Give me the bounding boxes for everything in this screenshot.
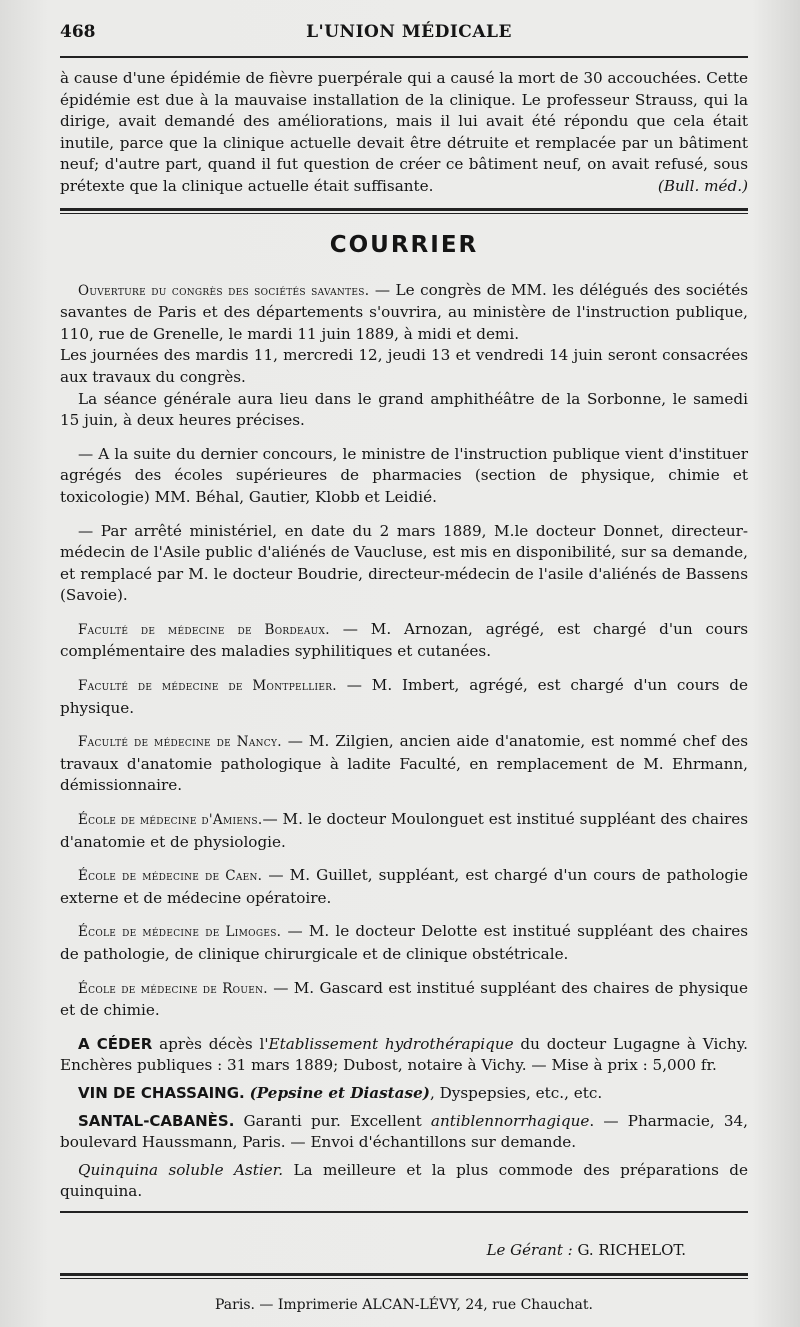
ad-emphasis: Quinquina soluble Astier. [78,1160,284,1179]
ad-emphasis: Etablissement hydrothérapique [268,1034,514,1053]
news-item-text: — M. Zilgien, ancien aide d'anatomie, est nommé chef des travaux d'anatomie pathologique à ladite Faculté, en remplacement de M. Ehrmann, démissionnaire. [60,732,748,795]
news-item-text: — A la suite du dernier concours, le ministre de l'instruction publique vient d'instituer agrégés des écoles supérieures de pharmacies (section de physique, chimie et toxicologie) MM. Béhal, Gautier, Klobb et Leidié. [60,444,748,506]
signature [60,1241,748,1259]
intro-paragraph [60,68,748,198]
news-item-text: — Par arrêté ministériel, en date du 2 mars 1889, M.le docteur Donnet, directeur-médecin de l'Asile public d'aliénés de Vaucluse, est mis en disponibilité, sur sa demande, et remplacé par M. le docteur Boudrie, directeur-médecin de l'asile d'aliénés de Bassens (Savoie). [60,521,748,605]
news-item [60,389,748,432]
news-item [60,865,748,909]
footer-divider [60,1273,748,1279]
section-title: COURRIER [329,231,479,258]
news-item-text: — M. le docteur Moulonguet est institué suppléant des chaires d'anatomie et de physiologie. [60,810,749,851]
ad-text: du docteur Lugagne à Vichy. Enchères publiques : 31 mars 1889; Dubost, notaire à Vichy. — Mise à prix : 5,000 fr. [60,1034,748,1075]
advertisement [60,1034,748,1077]
news-item [60,731,748,797]
advertisement [60,1160,748,1203]
news-item-lead: Faculté de médecine de Nancy. [78,734,282,751]
ad-text: La meilleure et la plus commode des préparations de quinquina. [60,1160,748,1201]
news-item [60,444,748,509]
section-divider [60,208,748,214]
news-item-text: La séance générale aura lieu dans le grand amphithéâtre de la Sorbonne, le samedi 15 juin, à deux heures précises. [60,389,748,430]
ad-text: . — Pharmacie, 34, boulevard Haussmann, Paris. — Envoi d'échantillons sur demande. [60,1111,748,1152]
intro-text: à cause d'une épidémie de fièvre puerpérale qui a causé la mort de 30 accouchées. Cette épidémie est due à la mauvaise installation de la clinique. Le professeur Strauss, qui la dirige, avait demandé des améliorations, mais il lui avait été répondu que cela était inutile, parce que la clinique actuelle devait être détruite et remplacée par un bâtiment neuf; d'autre part, quand il fut question de créer ce bâtiment neuf, on avait refusé, sous prétexte que la clinique actuelle était suffisante. [60,69,748,195]
news-item-lead: École de médecine de Limoges. [78,924,282,941]
ad-emphasis: antiblennorrhagique [430,1111,590,1130]
ad-text: , Dyspepsies, etc., etc. [429,1083,603,1102]
news-item [60,619,748,663]
signature-name: G. RICHELOT. [577,1240,686,1259]
ad-text: après décès l' [152,1034,269,1053]
news-item-text: — M. Imbert, agrégé, est chargé d'un cours de physique. [60,676,748,717]
ad-text: Garanti pur. Excellent [234,1111,431,1130]
ad-emphasis: (Pepsine et Diastase) [249,1083,430,1102]
news-item [60,809,748,853]
news-item [60,345,748,388]
advertisement [60,1111,748,1154]
advertisement [60,1083,748,1105]
ad-title: SANTAL-CABANÈS. [78,1111,235,1130]
news-item-lead: École de médecine d'Amiens. [78,812,263,829]
news-item [60,280,748,346]
news-item-text: — M. Guillet, suppléant, est chargé d'un cours de pathologie externe et de médecine opératoire. [60,866,748,907]
news-item-text: Les journées des mardis 11, mercredi 12, jeudi 13 et vendredi 14 juin seront consacrées aux travaux du congrès. [60,346,748,386]
news-item-lead: Ouverture du congrès des sociétés savantes. [78,282,370,299]
news-item-text: — M. Arnozan, agrégé, est chargé d'un cours complémentaire des maladies syphilitiques et cutanées. [60,619,748,661]
advertisements [60,1034,748,1203]
news-item-lead: Faculté de médecine de Bordeaux. [78,621,330,638]
news-item-lead: École de médecine de Rouen. [78,980,268,997]
printer-footer: Paris. — Imprimerie ALCAN-LÉVY, 24, rue Chauchat. [215,1296,593,1313]
news-item [60,978,748,1022]
news-item [60,521,748,607]
signature-label: Le Gérant : [486,1240,573,1259]
news-item-text: — Le congrès de MM. les délégués des sociétés savantes de Paris et des départements s'ouvrira, au ministère de l'instruction publique, 110, rue de Grenelle, le mardi 11 juin 1889, à midi et demi. [60,280,749,343]
ad-title: VIN DE CHASSAING. [78,1083,245,1102]
news-item [60,675,748,719]
news-item-lead: École de médecine de Caen. [78,868,263,885]
ad-title: A CÉDER [78,1034,153,1053]
news-items [60,280,748,1022]
news-item-text: — M. Gascard est institué suppléant des chaires de physique et de chimie. [60,978,748,1020]
ads-rule [60,1211,748,1213]
news-item-text: — M. le docteur Delotte est institué suppléant des chaires de pathologie, de clinique chirurgicale et de clinique obstétricale. [60,922,748,963]
journal-title: L'UNION MÉDICALE [306,22,512,42]
page-header [60,22,748,52]
intro-citation: (Bull. méd.) [657,176,748,195]
news-item [60,921,748,965]
page-number: 468 [60,22,96,42]
news-item-lead: Faculté de médecine de Montpellier. [78,678,337,695]
header-rule [60,56,748,58]
